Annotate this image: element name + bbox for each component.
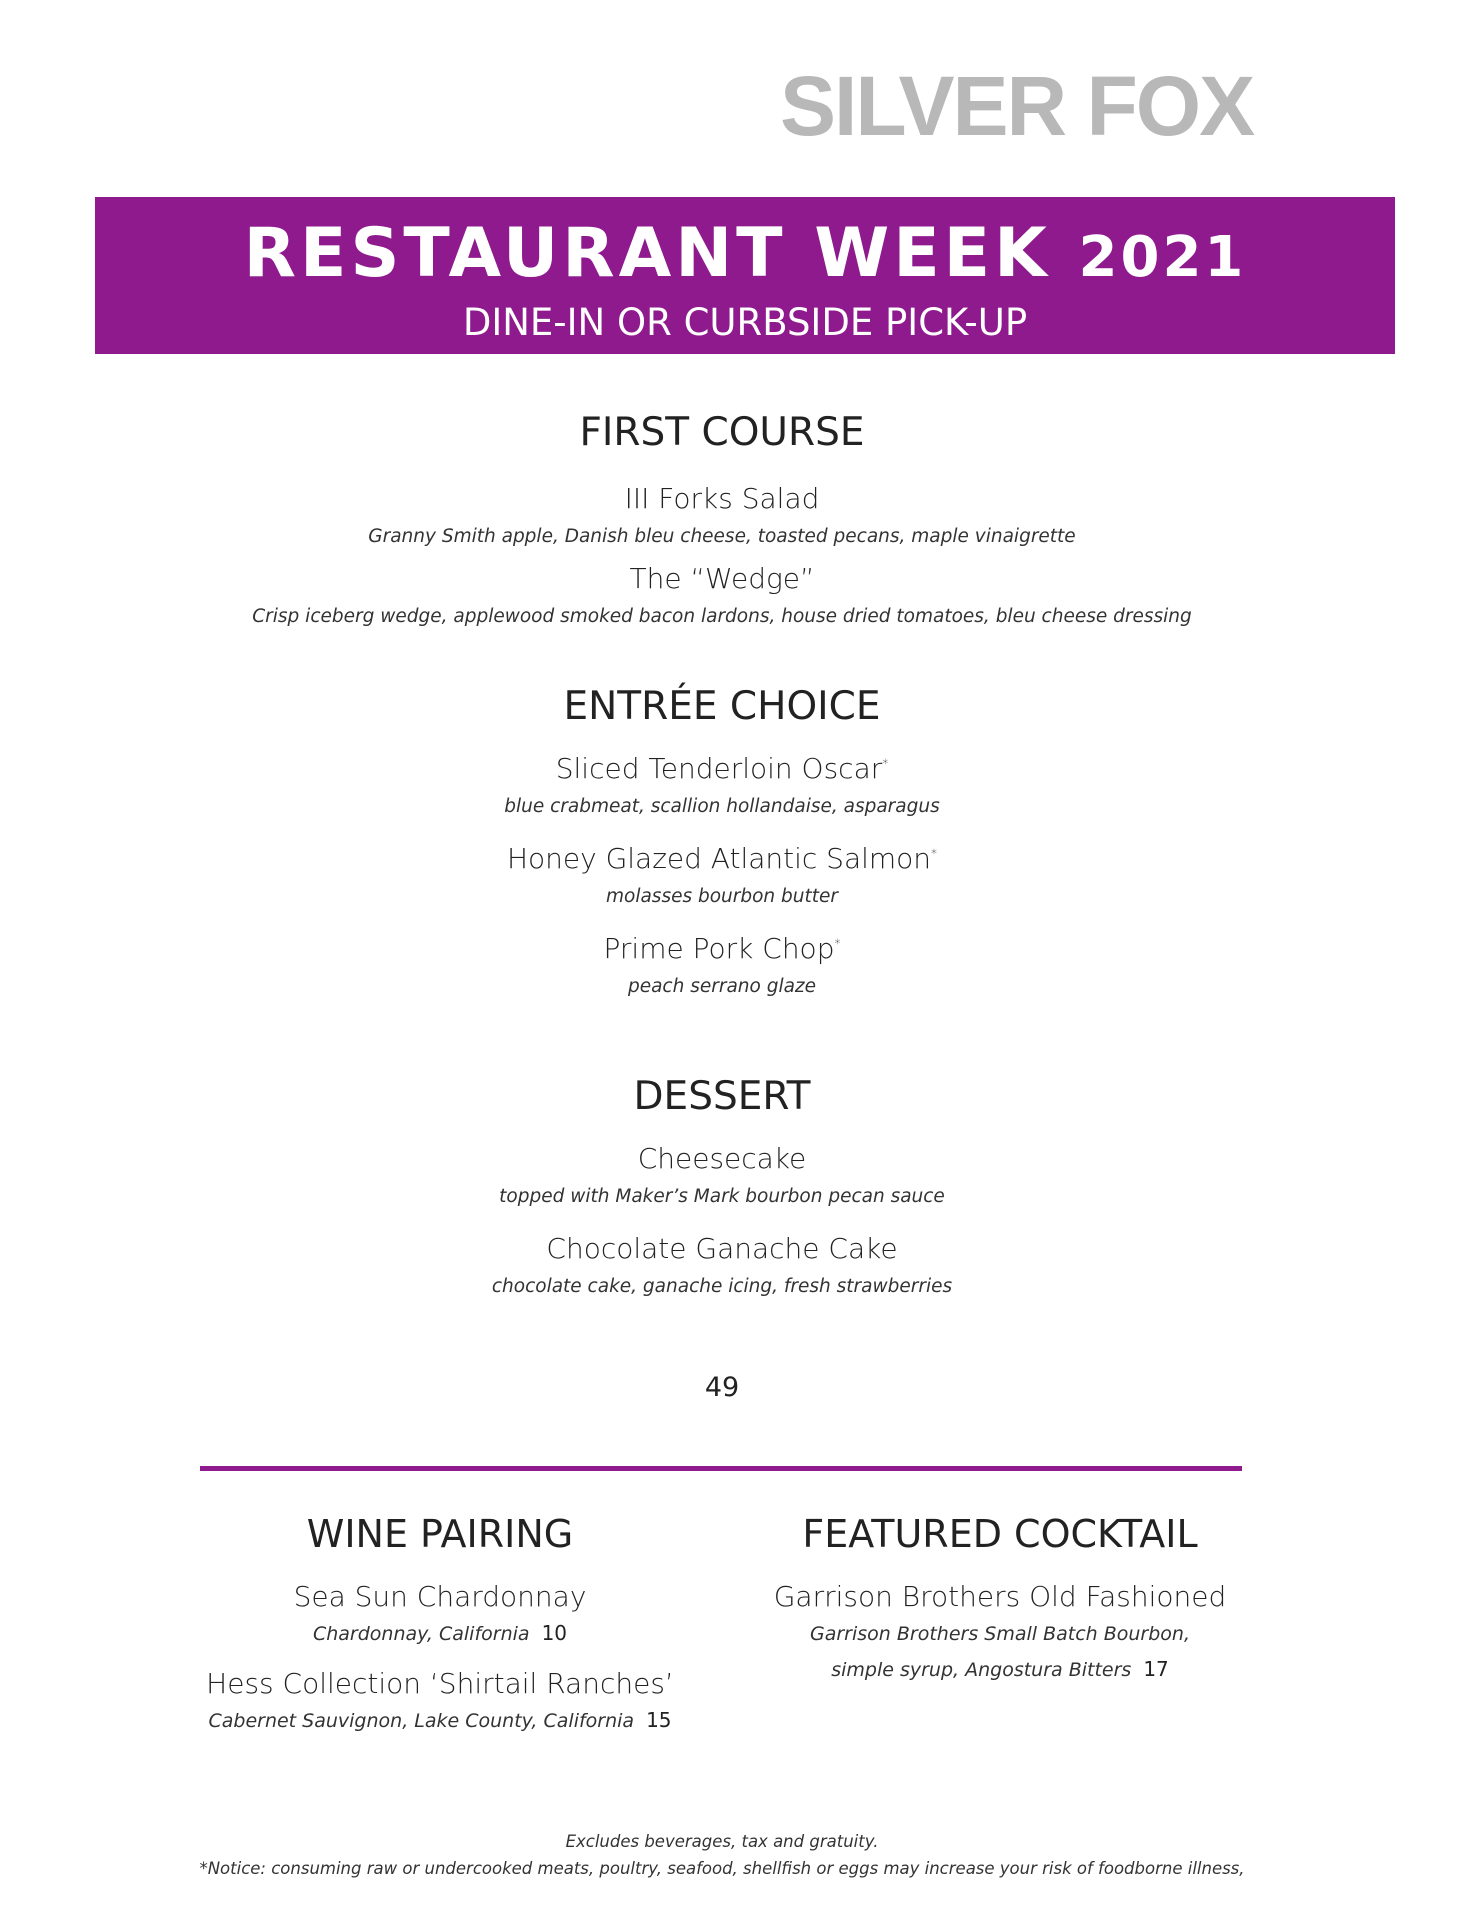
wine-pairing-section xyxy=(180,1512,700,1732)
banner-title-text: RESTAURANT WEEK xyxy=(243,214,1051,293)
asterisk-mark: * xyxy=(931,846,938,861)
wine-desc-text: Chardonnay, California xyxy=(312,1623,530,1645)
banner-year: 2021 xyxy=(1078,225,1247,290)
wine-heading: WINE PAIRING xyxy=(306,1512,574,1556)
menu-item-desc: Granny Smith apple, Danish bleu cheese, toasted pecans, maple vinaigrette xyxy=(368,526,1076,547)
cocktail-name: Garrison Brothers Old Fashioned xyxy=(773,1580,1227,1613)
event-banner xyxy=(95,197,1395,354)
wine-price: 10 xyxy=(541,1621,568,1645)
footer-note: Excludes beverages, tax and gratuity. xyxy=(565,1832,879,1851)
menu-item-desc: topped with Maker’s Mark bourbon pecan sauce xyxy=(499,1186,945,1207)
section-divider xyxy=(200,1466,1242,1471)
wine-desc xyxy=(180,1621,700,1645)
menu-item-name: Sliced Tenderloin Oscar xyxy=(555,752,883,785)
menu-item xyxy=(0,842,1444,875)
menu-item-name: Cheesecake xyxy=(637,1142,807,1175)
wine-name: Hess Collection ‘Shirtail Ranches’ xyxy=(206,1667,674,1700)
dessert-heading: DESSERT xyxy=(633,1074,811,1119)
menu-item-name: Honey Glazed Atlantic Salmon xyxy=(506,842,932,875)
asterisk-mark: * xyxy=(882,756,889,771)
wine-price: 15 xyxy=(646,1708,672,1732)
menu-item xyxy=(0,752,1444,785)
banner-subtitle: DINE-IN OR CURBSIDE PICK-UP xyxy=(462,301,1028,344)
cocktail-desc-line1: Garrison Brothers Small Batch Bourbon, xyxy=(809,1623,1191,1645)
wine-name: Sea Sun Chardonnay xyxy=(293,1580,587,1613)
menu-item-name: Chocolate Ganache Cake xyxy=(546,1232,898,1265)
footer-notice: *Notice: consuming raw or undercooked meats, poultry, seafood, shellfish or eggs may increase your risk of foodborne illness, xyxy=(199,1859,1245,1878)
menu-item-desc: blue crabmeat, scallion hollandaise, asparagus xyxy=(504,796,940,817)
menu-price: 49 xyxy=(704,1372,740,1403)
entree-heading: ENTRÉE CHOICE xyxy=(563,684,881,729)
menu-item-desc: chocolate cake, ganache icing, fresh strawberries xyxy=(491,1276,953,1297)
banner-title xyxy=(95,213,1395,299)
wine-desc-text: Cabernet Sauvignon, Lake County, California xyxy=(208,1710,635,1732)
menu-item-desc: molasses bourbon butter xyxy=(605,886,839,907)
menu-item-name: III Forks Salad xyxy=(624,482,820,515)
menu-item xyxy=(0,932,1444,965)
featured-cocktail-section xyxy=(740,1512,1260,1681)
asterisk-mark: * xyxy=(834,936,841,951)
menu-item-name: Prime Pork Chop xyxy=(603,932,835,965)
menu-item-desc: Crisp iceberg wedge, applewood smoked bacon lardons, house dried tomatoes, bleu cheese dressing xyxy=(252,606,1192,627)
brand-logo: SILVER FOX xyxy=(780,59,1254,153)
menu-item-name: The “Wedge” xyxy=(629,562,815,595)
wine-desc xyxy=(180,1708,700,1732)
cocktail-desc-line2 xyxy=(740,1657,1260,1681)
cocktail-price: 17 xyxy=(1143,1657,1169,1681)
cocktail-heading: FEATURED COCKTAIL xyxy=(802,1512,1198,1556)
cocktail-desc-text: simple syrup, Angostura Bitters xyxy=(831,1659,1132,1681)
first-course-heading: FIRST COURSE xyxy=(579,410,865,455)
menu-item-desc: peach serrano glaze xyxy=(627,976,817,997)
